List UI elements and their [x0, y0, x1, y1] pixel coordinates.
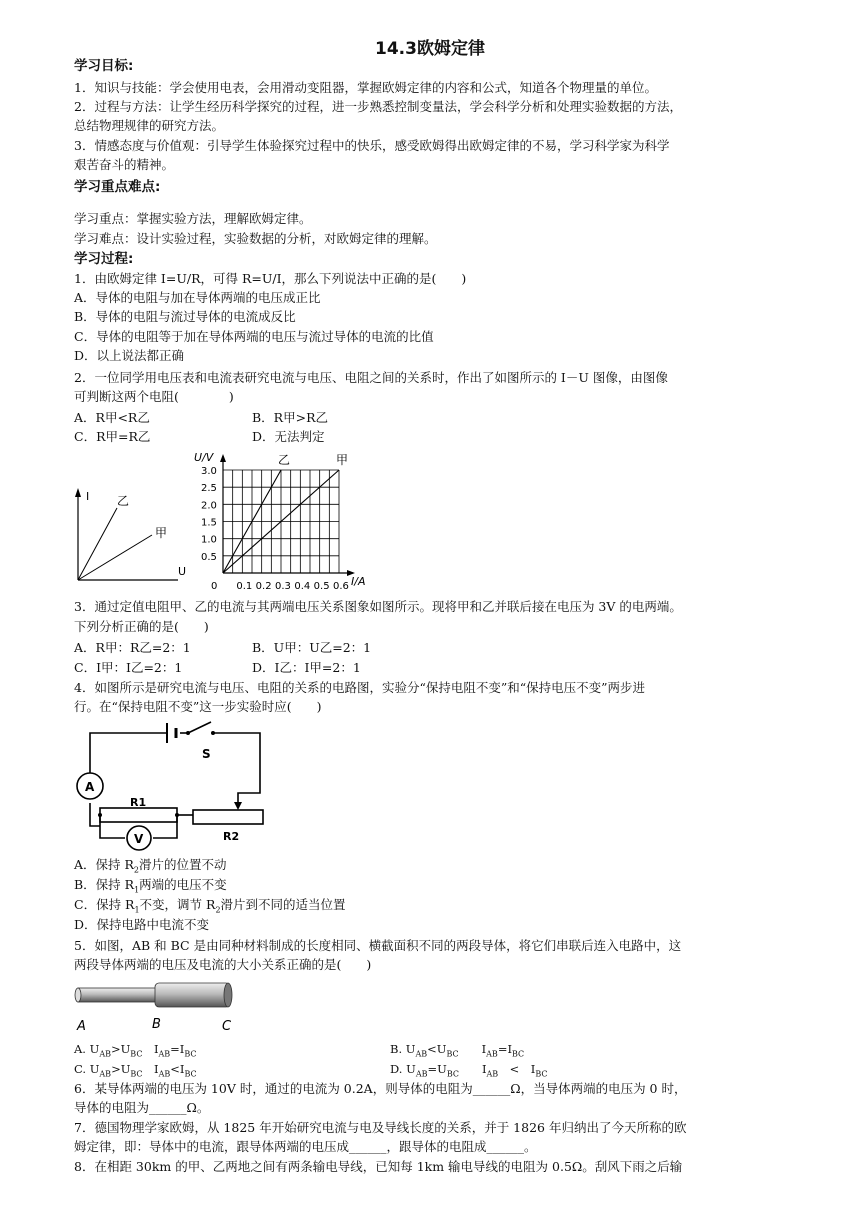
label-a: A: [77, 1019, 86, 1034]
wire-top-left: [90, 733, 167, 773]
sketch-line-yi: [78, 508, 117, 580]
q7-line-1: 7．德国物理学家欧姆，从 1825 年开始研究电流与电及导线长度的关系，并于 1826 年归纳出了今天所称的欧: [74, 1120, 687, 1135]
q5-stem-cont: 两段导体两端的电压及电流的大小关系正确的是( ): [74, 957, 372, 972]
y-tick-label: 2.5: [201, 483, 217, 495]
q1-option-b: B．导体的电阻与流过导体的电流成反比: [74, 309, 296, 324]
switch-blade: [188, 722, 211, 733]
sketch-yi-label: 乙: [117, 494, 130, 508]
circuit-diagram: [70, 718, 270, 853]
conductor-bc-end: [224, 983, 232, 1007]
sketch-jia-label: 甲: [155, 526, 168, 540]
q3-stem-cont: 下列分析正确的是( ): [74, 619, 209, 634]
series-label-yi: 乙: [278, 453, 291, 467]
x-tick-label: 0.3: [275, 581, 291, 592]
rheostat-slider: [234, 802, 242, 810]
q4-option-c: C．保持 $R_1$不变，调节 $R_2$滑片到不同的适当位置: [74, 897, 346, 915]
q4-option-a: A．保持 $R_2$滑片的位置不动: [74, 857, 227, 875]
q3-option-d: D．I乙：I甲=2：1: [252, 660, 361, 675]
chart-y-label: U/V: [194, 451, 214, 464]
wire-top-right: [213, 733, 260, 806]
q1-option-d: D．以上说法都正确: [74, 348, 185, 363]
objective-line: 1．知识与技能：学会使用电表，会用滑动变阻器，掌握欧姆定律的内容和公式，知道各个物理量的单位。: [74, 80, 657, 95]
q4-stem-cont: 行。在“保持电阻不变”这一步实验时应( ): [74, 699, 322, 714]
q2-option-a: A．R甲<R乙: [74, 410, 150, 425]
label-b: B: [152, 1017, 161, 1032]
switch-contact: [211, 731, 215, 735]
process-heading: 学习过程:: [74, 251, 134, 267]
page-title: 14.3欧姆定律: [375, 39, 485, 59]
voltmeter-label: V: [134, 832, 144, 846]
q5-option-a: A. $U_{AB}>U_{BC}$ $I_{AB}=I_{BC}$: [74, 1042, 197, 1059]
wire-v-left: [100, 815, 125, 838]
u-i-chart: [190, 447, 380, 592]
resistor-r1: [100, 808, 177, 822]
sketch-i-label: I: [86, 490, 90, 503]
x-tick-label: 0.2: [255, 581, 272, 592]
conductor-figure: [70, 978, 250, 1036]
y-tick-label: 2.0: [201, 500, 217, 512]
wire-v-right: [153, 815, 177, 838]
y-tick-label: 1.5: [201, 517, 217, 529]
y-axis-arrow: [220, 454, 226, 462]
rheostat-r2: [193, 810, 263, 824]
q4-option-d: D．保持电路中电流不变: [74, 917, 210, 932]
q2-stem-cont: 可判断这两个电阻( ): [74, 389, 234, 404]
conductor-ab-end: [75, 988, 81, 1002]
q3-stem: 3．通过定值电阻甲、乙的电流与其两端电压关系图象如图所示。现将甲和乙并联后接在电压为 3V 的电两端。: [74, 599, 682, 614]
x-tick-label: 0.6: [333, 581, 349, 592]
q4-option-b: B．保持 $R_1$两端的电压不变: [74, 877, 227, 895]
q3-option-c: C．I甲：I乙=2：1: [74, 660, 183, 675]
q3-option-a: A．R甲：R乙=2：1: [74, 640, 191, 655]
q5-option-d: D. $U_{AB}=U_{BC}$ $I_{AB}$ < $I_{BC}$: [390, 1062, 548, 1079]
q5-option-b: B. $U_{AB}<U_{BC}$ $I_{AB}=I_{BC}$: [390, 1042, 525, 1059]
node-dot: [175, 813, 179, 817]
switch-label: S: [202, 747, 211, 761]
sketch-y-arrow: [75, 488, 81, 497]
y-tick-label: 3.0: [201, 466, 217, 477]
q6-line-1: 6．某导体两端的电压为 10V 时，通过的电流为 0.2A，则导体的电阻为______Ω，当导体两端的电压为 0 时，: [74, 1081, 687, 1096]
label-c: C: [222, 1019, 232, 1034]
q2-option-d: D．无法判定: [252, 429, 325, 444]
x-tick-label: 0.1: [236, 581, 253, 592]
ammeter-label: A: [85, 780, 95, 794]
y-tick-label: 0.5: [201, 551, 217, 563]
q2-option-b: B．R甲>R乙: [252, 410, 328, 425]
q6-line-2: 导体的电阻为______Ω。: [74, 1100, 210, 1115]
q1-option-a: A．导体的电阻与加在导体两端的电压成正比: [74, 290, 321, 305]
q7-line-2: 姆定律，即：导体中的电流，跟导体两端的电压成______，跟导体的电阻成______。: [74, 1139, 537, 1154]
q1-stem: 1．由欧姆定律 I=U/R，可得 R=U/I，那么下列说法中正确的是( ): [74, 271, 467, 286]
q5-stem: 5．如图，AB 和 BC 是由同种材料制成的长度相同、横截面积不同的两段导体，将它们串联后连入电路中，这: [74, 938, 682, 953]
conductor-bc: [155, 983, 230, 1007]
node-dot: [98, 813, 102, 817]
conductor-ab: [78, 988, 158, 1002]
q3-option-b: B．U甲：U乙=2：1: [252, 640, 372, 655]
objective-line: 艰苦奋斗的精神。: [74, 157, 175, 172]
x-tick-label: 0: [211, 581, 218, 592]
q1-option-c: C．导体的电阻等于加在导体两端的电压与流过导体的电流的比值: [74, 329, 434, 344]
x-tick-label: 0.4: [294, 581, 311, 592]
sketch-u-label: U: [178, 565, 187, 578]
objective-line: 总结物理规律的研究方法。: [74, 118, 225, 133]
switch-pivot: [186, 731, 190, 735]
q4-stem: 4．如图所示是研究电流与电压、电阻的关系的电路图，实验分“保持电阻不变”和“保持电压不变”两步进: [74, 680, 646, 695]
chart-x-label: I/A: [351, 575, 366, 588]
iu-sketch-figure: [70, 485, 185, 585]
objective-line: 2．过程与方法：让学生经历科学探究的过程，进一步熟悉控制变量法，学会科学分析和处理实验数据的方法，: [74, 99, 682, 114]
q8-line-1: 8．在相距 30km 的甲、乙两地之间有两条输电导线，已知每 1km 输电导线的电阻为 0.5Ω。刮风下雨之后输: [74, 1159, 683, 1174]
series-label-jia: 甲: [336, 453, 349, 467]
keypoints-heading: 学习重点难点:: [74, 179, 161, 195]
objective-line: 3．情感态度与价值观：引导学生体验探究过程中的快乐，感受欧姆得出欧姆定律的不易，学习科学家为科学: [74, 138, 670, 153]
q5-option-c: C. $U_{AB}>U_{BC}$ $I_{AB}<I_{BC}$: [74, 1062, 197, 1079]
r2-label: R2: [223, 830, 240, 843]
q2-stem: 2．一位同学用电压表和电流表研究电流与电压、电阻之间的关系时，作出了如图所示的 I－U 图像，由图像: [74, 370, 668, 385]
focus-line: 学习重点：掌握实验方法，理解欧姆定律。: [74, 211, 312, 226]
objectives-heading: 学习目标:: [74, 58, 134, 74]
y-tick-label: 1.0: [201, 534, 217, 546]
sketch-line-jia: [78, 535, 152, 580]
x-tick-label: 0.5: [313, 581, 330, 592]
difficulty-line: 学习难点：设计实验过程，实验数据的分析，对欧姆定律的理解。: [74, 231, 437, 246]
r1-label: R1: [130, 796, 147, 809]
q2-option-c: C．R甲=R乙: [74, 429, 151, 444]
